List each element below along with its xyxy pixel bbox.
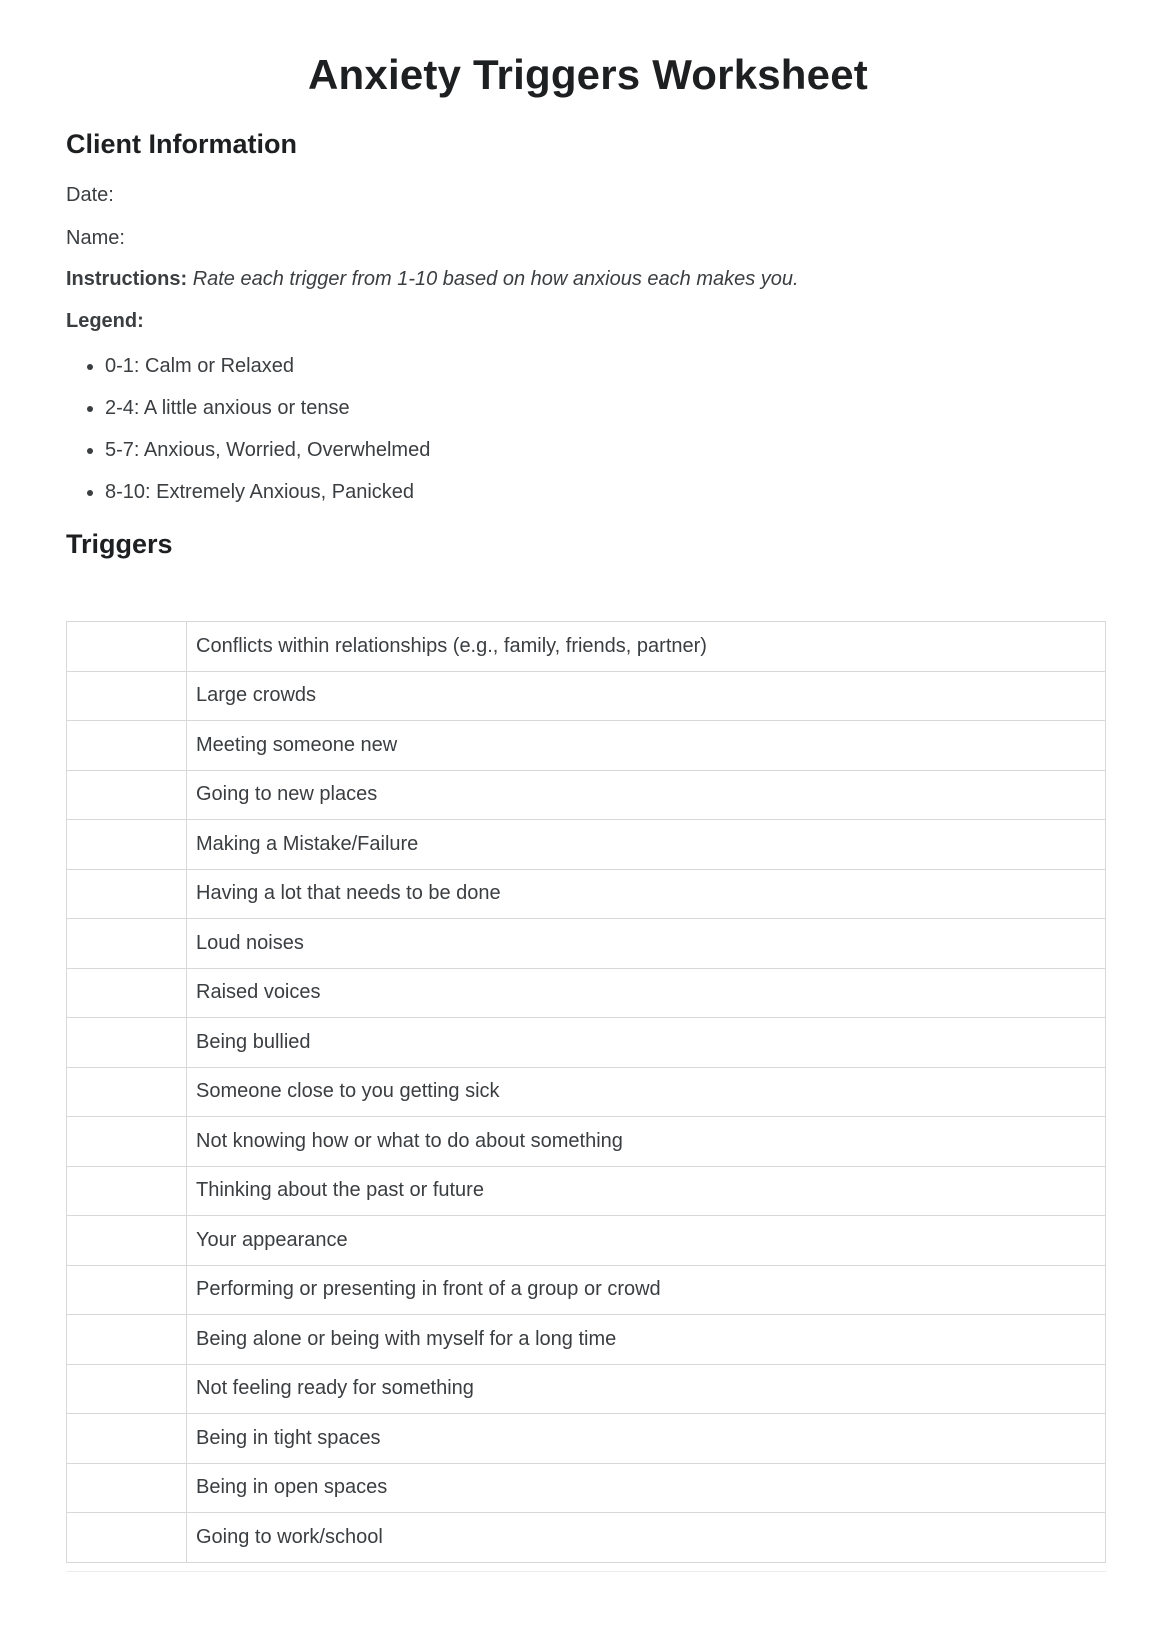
rating-cell[interactable] <box>67 770 187 820</box>
table-row <box>67 1315 1106 1365</box>
legend-line <box>66 310 1176 333</box>
triggers-table <box>66 621 1106 1563</box>
trigger-label-cell: Being bullied <box>187 1018 1106 1068</box>
date-field-line <box>66 184 1176 207</box>
table-row <box>67 1265 1106 1315</box>
rating-cell[interactable] <box>67 1067 187 1117</box>
table-row <box>67 1018 1106 1068</box>
legend-item: • 8-10: Extremely Anxious, Panicked <box>105 481 1176 504</box>
table-row <box>67 1414 1106 1464</box>
rating-cell[interactable] <box>67 1117 187 1167</box>
trigger-label-cell: Raised voices <box>187 968 1106 1018</box>
trigger-label-cell: Conflicts within relationships (e.g., family, friends, partner) <box>187 622 1106 672</box>
trigger-label-cell: Being alone or being with myself for a long time <box>187 1315 1106 1365</box>
cropped-next-row-line <box>66 1571 1106 1572</box>
table-row <box>67 919 1106 969</box>
rating-cell[interactable] <box>67 820 187 870</box>
rating-cell[interactable] <box>67 622 187 672</box>
rating-cell[interactable] <box>67 1018 187 1068</box>
trigger-label-cell: Being in open spaces <box>187 1463 1106 1513</box>
table-row <box>67 622 1106 672</box>
instructions-label: Instructions: <box>66 268 188 290</box>
trigger-label-cell: Having a lot that needs to be done <box>187 869 1106 919</box>
legend-list <box>66 355 1176 504</box>
rating-cell[interactable] <box>67 1414 187 1464</box>
client-information-heading: Client Information <box>66 129 297 159</box>
table-row <box>67 1117 1106 1167</box>
triggers-table-body <box>67 622 1106 1563</box>
table-row <box>67 820 1106 870</box>
trigger-label-cell: Going to new places <box>187 770 1106 820</box>
trigger-label-cell: Not knowing how or what to do about something <box>187 1117 1106 1167</box>
trigger-label-cell: Someone close to you getting sick <box>187 1067 1106 1117</box>
name-label: Name: <box>66 227 125 249</box>
legend-label: Legend: <box>66 310 144 332</box>
trigger-label-cell: Making a Mistake/Failure <box>187 820 1106 870</box>
table-row <box>67 770 1106 820</box>
trigger-label-cell: Going to work/school <box>187 1513 1106 1563</box>
legend-item: • 2-4: A little anxious or tense <box>105 397 1176 420</box>
table-row <box>67 671 1106 721</box>
page-title: Anxiety Triggers Worksheet <box>308 51 868 98</box>
date-label: Date: <box>66 184 114 206</box>
trigger-label-cell: Not feeling ready for something <box>187 1364 1106 1414</box>
rating-cell[interactable] <box>67 919 187 969</box>
legend-item: • 0-1: Calm or Relaxed <box>105 355 1176 378</box>
rating-cell[interactable] <box>67 1463 187 1513</box>
trigger-label-cell: Performing or presenting in front of a group or crowd <box>187 1265 1106 1315</box>
triggers-heading: Triggers <box>66 529 173 559</box>
rating-cell[interactable] <box>67 968 187 1018</box>
instructions-line <box>66 268 1176 291</box>
trigger-label-cell: Being in tight spaces <box>187 1414 1106 1464</box>
rating-cell[interactable] <box>67 1513 187 1563</box>
table-row <box>67 869 1106 919</box>
table-row <box>67 1216 1106 1266</box>
table-row <box>67 1513 1106 1563</box>
name-field-line <box>66 227 1176 250</box>
trigger-label-cell: Thinking about the past or future <box>187 1166 1106 1216</box>
instructions-text: Rate each trigger from 1-10 based on how anxious each makes you. <box>192 268 799 290</box>
rating-cell[interactable] <box>67 671 187 721</box>
table-row <box>67 968 1106 1018</box>
table-row <box>67 1067 1106 1117</box>
table-row <box>67 721 1106 771</box>
rating-cell[interactable] <box>67 869 187 919</box>
rating-cell[interactable] <box>67 1166 187 1216</box>
rating-cell[interactable] <box>67 1216 187 1266</box>
table-row <box>67 1463 1106 1513</box>
table-row <box>67 1166 1106 1216</box>
trigger-label-cell: Loud noises <box>187 919 1106 969</box>
trigger-label-cell: Large crowds <box>187 671 1106 721</box>
legend-item: • 5-7: Anxious, Worried, Overwhelmed <box>105 439 1176 462</box>
table-row <box>67 1364 1106 1414</box>
rating-cell[interactable] <box>67 1364 187 1414</box>
rating-cell[interactable] <box>67 721 187 771</box>
rating-cell[interactable] <box>67 1265 187 1315</box>
trigger-label-cell: Meeting someone new <box>187 721 1106 771</box>
rating-cell[interactable] <box>67 1315 187 1365</box>
trigger-label-cell: Your appearance <box>187 1216 1106 1266</box>
